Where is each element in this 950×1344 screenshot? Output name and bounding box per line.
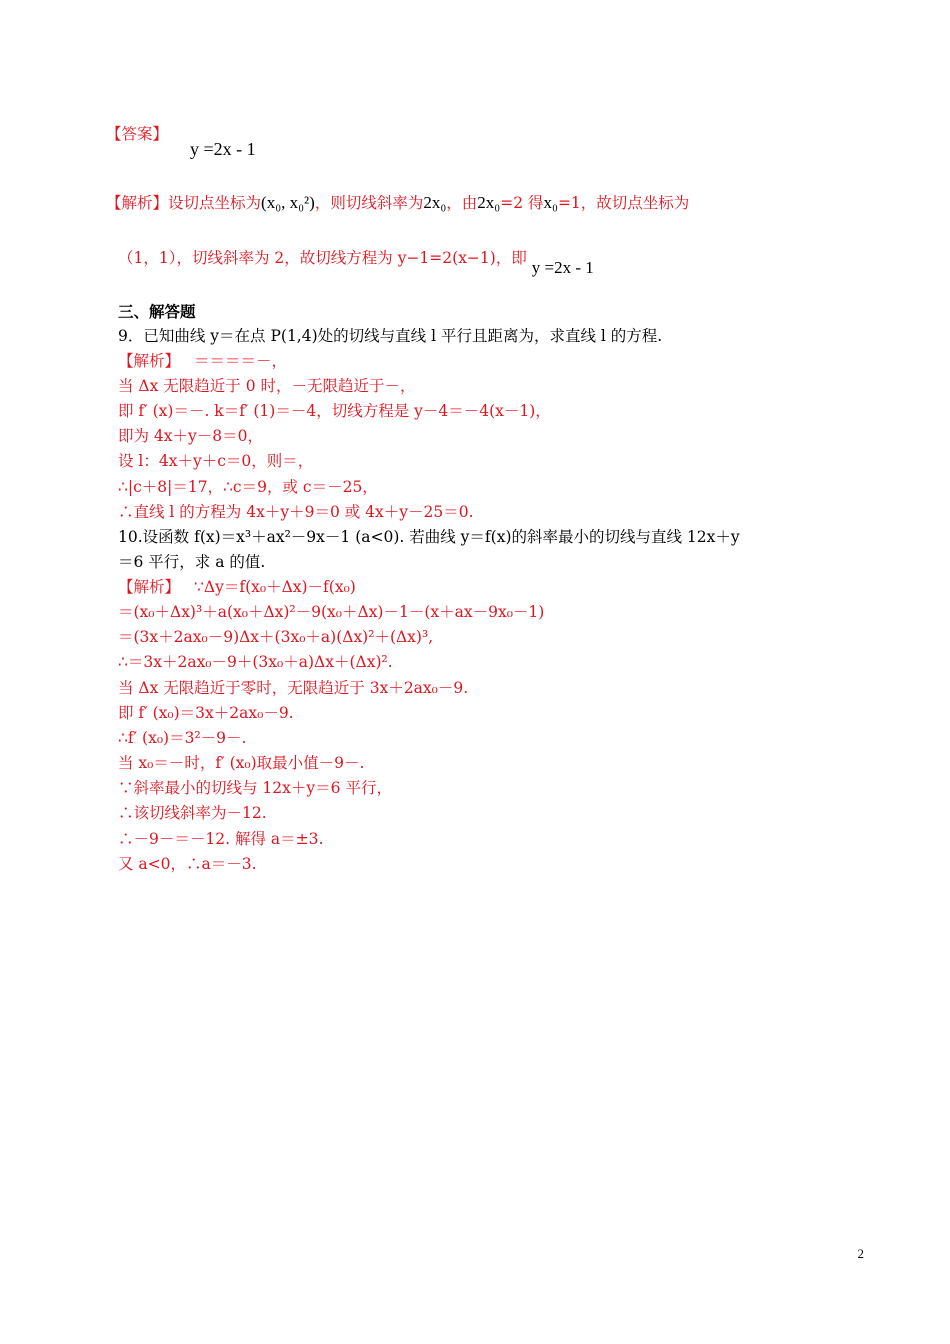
q10-line-0: ＝(x₀＋Δx)³＋a(x₀＋Δx)²－9(x₀＋Δx)－1－(x＋ax－9x₀－1) (118, 603, 545, 621)
q9-line-2: 即 f′ (x)＝－. k＝f′ (1)＝－4，切线方程是 y－4＝－4(x－1)， (118, 402, 551, 420)
answer-formula: y =2x - 1 (190, 139, 256, 159)
q10-line-7: ∵斜率最小的切线与 12x＋y＝6 平行， (118, 779, 392, 797)
q9-line-5: ∴|c＋8|＝17，∴c＝9，或 c＝－25， (118, 478, 378, 496)
page-number: 2 (857, 1246, 864, 1261)
analysis1-text-c: ，由 (446, 194, 478, 212)
analysis1-label: 【解析】 (106, 194, 169, 212)
q10-line-1: ＝(3x＋2ax₀－9)Δx＋(3x₀＋a)(Δx)²＋(Δx)³, (118, 628, 434, 646)
q9-line-3: 即为 4x＋y－8＝0， (118, 427, 264, 445)
analysis1-slope2: 2x₀ (477, 193, 501, 212)
analysis1-text-d: =2 得 (500, 194, 544, 212)
analysis1-line1 (106, 193, 689, 213)
q9-first: ＝＝＝＝－， (194, 352, 288, 370)
q10-question-line1: 10.设函数 f(x)＝x³＋ax²－9x－1 (a<0). 若曲线 y＝f(x)的斜率最小的切线与直线 12x＋y (118, 528, 740, 546)
q10-line-5: ∴f′ (x₀)＝3²－9－. (118, 729, 247, 747)
q10-line-3: 当 Δx 无限趋近于零时，无限趋近于 3x＋2ax₀－9. (118, 679, 469, 697)
q9-question: 9．已知曲线 y＝在点 P(1,4)处的切线与直线 l 平行且距离为，求直线 l 的方程. (118, 327, 663, 345)
analysis1-x0: x₀ (543, 193, 558, 212)
analysis1-line2-formula: y =2x - 1 (531, 258, 594, 277)
analysis1-text-a: 设切点坐标为 (168, 194, 262, 212)
q10-line-10: 又 a<0，∴a＝－3. (118, 855, 257, 873)
analysis1-line2 (118, 248, 594, 277)
analysis1-line2-text: （1，1），切线斜率为 2，故切线方程为 y−1=2(x−1)，即 (118, 249, 527, 267)
q9-line-1: 当 Δx 无限趋近于 0 时，－无限趋近于－， (118, 377, 416, 395)
analysis1-text-e: =1，故切点坐标为 (557, 194, 690, 212)
q9-line-4: 设 l：4x＋y＋c＝0，则＝， (118, 452, 314, 470)
section-title: 三、解答题 (118, 302, 196, 321)
q10-line-9: ∴－9－＝－12. 解得 a＝±3. (118, 830, 324, 848)
q10-line-first (118, 577, 356, 597)
q10-question-line2: ＝6 平行，求 a 的值. (118, 553, 266, 571)
q10-line-6: 当 x₀＝－时，f′ (x₀)取最小值－9－. (118, 754, 365, 772)
answer-label: 【答案】 (106, 125, 169, 143)
q10-line-8: ∴该切线斜率为－12. (118, 804, 267, 822)
q10-line-2: ∴＝3x＋2ax₀－9＋(3x₀＋a)Δx＋(Δx)². (118, 653, 393, 671)
q9-label: 【解析】 (118, 352, 181, 370)
q10-label: 【解析】 (118, 578, 181, 596)
q10-line-4: 即 f′ (x₀)＝3x＋2ax₀－9. (118, 704, 294, 722)
q10-first: ∵Δy＝f(x₀＋Δx)－f(x₀) (194, 578, 356, 596)
analysis1-text-b: ，则切线斜率为 (314, 194, 424, 212)
q9-line-0 (118, 351, 287, 371)
q9-line-6: ∴直线 l 的方程为 4x＋y＋9＝0 或 4x＋y－25＝0. (118, 503, 474, 521)
analysis1-point: (x₀, x₀²) (261, 193, 315, 212)
analysis1-slope: 2x₀ (423, 193, 447, 212)
